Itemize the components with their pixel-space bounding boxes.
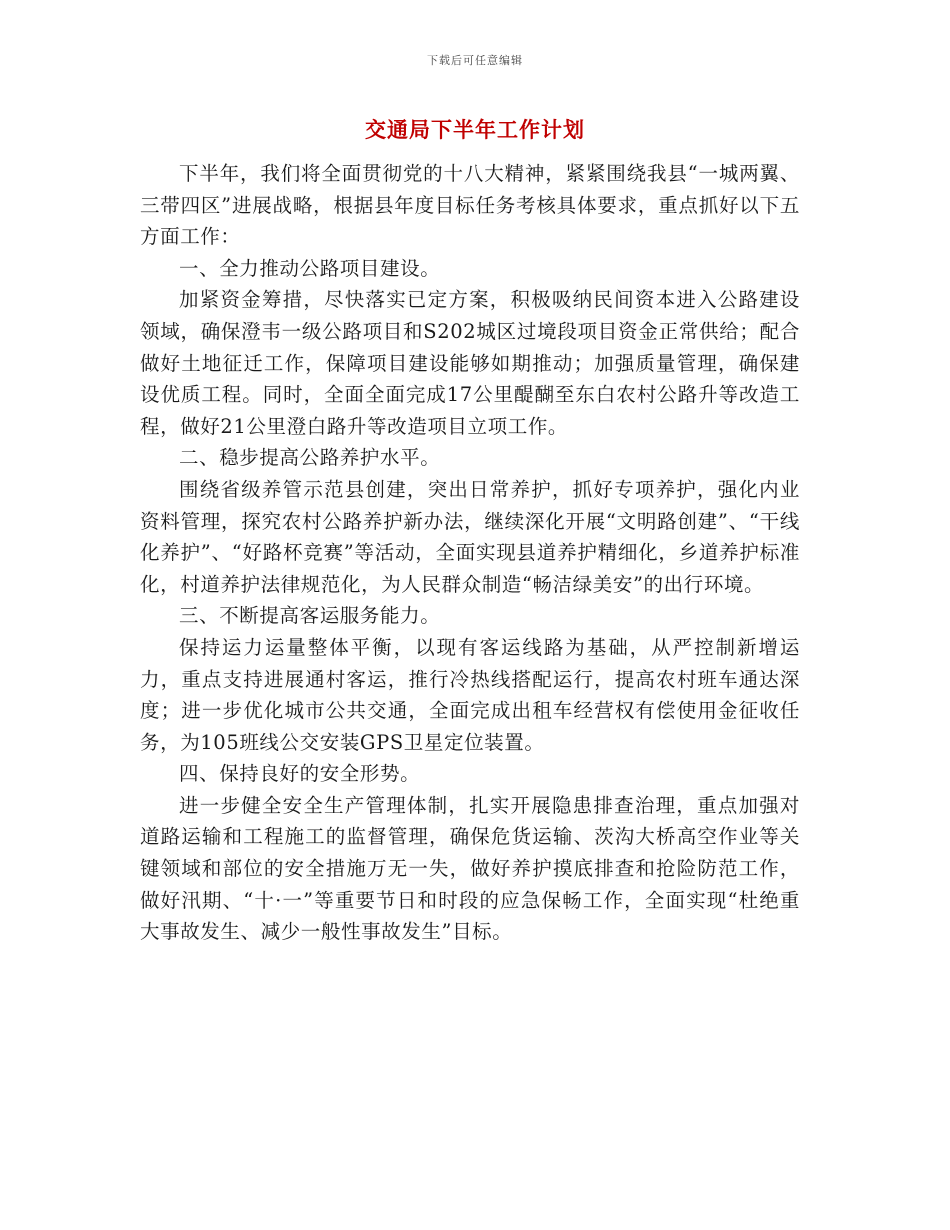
section-heading-2: 二、稳步提高公路养护水平。 <box>179 446 441 470</box>
paragraph-3: 保持运力运量整体平衡，以现有客运线路为基础，从严控制新增运力，重点支持进展通村客运，推行冷热线搭配运行，提高农村班车通达深度；进一步优化城市公共交通，全面完成出租车经营权有偿使用金征收任务，为105班线公交安装GPS卫星定位装置。 <box>140 635 800 754</box>
section-heading-4: 四、保持良好的安全形势。 <box>179 762 421 786</box>
document-body <box>140 158 800 948</box>
paragraph-intro: 下半年，我们将全面贯彻党的十八大精神，紧紧围绕我县“一城两翼、三带四区”进展战略，根据县年度目标任务考核具体要求，重点抓好以下五方面工作： <box>140 162 800 249</box>
paragraph-1: 加紧资金筹措，尽快落实已定方案，积极吸纳民间资本进入公路建设领域，确保澄韦一级公路项目和S202城区过境段项目资金正常供给；配合做好土地征迁工作，保障项目建设能够如期推动；加强质量管理，确保建设优质工程。同时，全面全面完成17公里醍醐至东白农村公路升等改造工程，做好21公里澄白路升等改造项目立项工作。 <box>140 288 800 438</box>
header-note: 下载后可任意编辑 <box>427 54 523 67</box>
section-heading-3: 三、不断提高客运服务能力。 <box>179 604 441 628</box>
paragraph-4: 进一步健全安全生产管理体制，扎实开展隐患排查治理，重点加强对道路运输和工程施工的监督管理，确保危货运输、茨沟大桥高空作业等关键领域和部位的安全措施万无一失，做好养护摸底排查和抢险防范工作，做好汛期、“十·一”等重要节日和时段的应急保畅工作，全面实现“杜绝重大事故发生、减少一般性事故发生”目标。 <box>140 793 800 944</box>
section-heading-1: 一、全力推动公路项目建设。 <box>179 256 441 280</box>
document-title: 交通局下半年工作计划 <box>365 118 585 142</box>
paragraph-2: 围绕省级养管示范县创建，突出日常养护，抓好专项养护，强化内业资料管理，探究农村公路养护新办法，继续深化开展“文明路创建”、“干线化养护”、“好路杯竞赛”等活动，全面实现县道养护精细化，乡道养护标准化，村道养护法律规范化，为人民群众制造“畅洁绿美安”的出行环境。 <box>140 477 800 596</box>
